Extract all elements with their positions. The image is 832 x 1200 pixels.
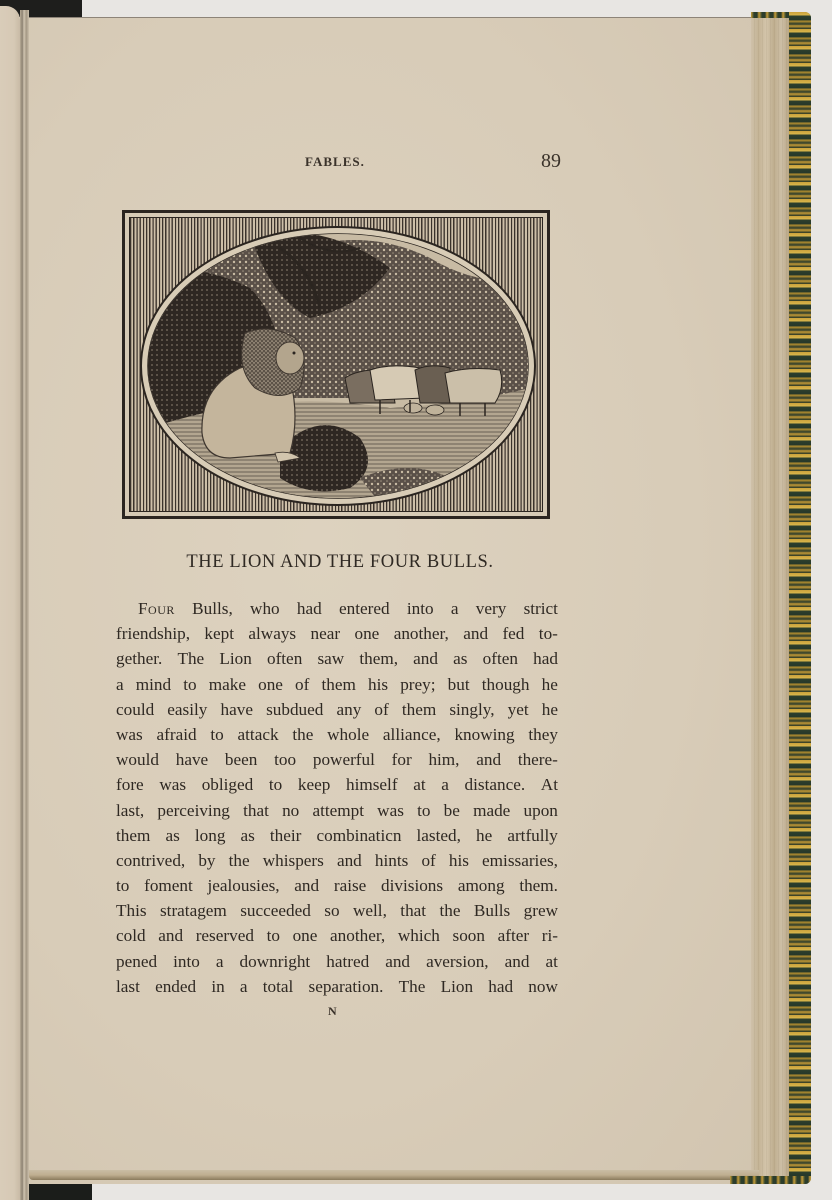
word: his <box>368 674 389 694</box>
word: a <box>239 976 248 996</box>
word: though <box>481 674 530 694</box>
cover-gilt-bottom <box>730 1176 811 1184</box>
word: have <box>175 750 209 770</box>
word: he <box>541 699 558 719</box>
word: so <box>324 901 340 921</box>
facing-page-edge <box>0 6 20 1200</box>
word: to <box>417 800 431 820</box>
word: very <box>475 599 507 618</box>
word: them <box>116 825 151 845</box>
word: as <box>240 825 255 845</box>
word: their <box>269 825 302 845</box>
word: foment <box>144 876 193 896</box>
word: at <box>545 951 558 971</box>
text-line <box>116 823 558 848</box>
signature-mark: N <box>328 1004 337 1018</box>
word: downright <box>239 951 311 971</box>
word: and <box>504 951 530 971</box>
text-line <box>116 646 558 671</box>
word: ended <box>155 976 197 996</box>
word: upon <box>523 800 558 820</box>
word: Lion <box>440 976 474 996</box>
word: another, <box>330 926 386 946</box>
word: after <box>497 926 530 946</box>
word: ri- <box>541 926 558 946</box>
word: and <box>463 624 489 644</box>
word: kept <box>204 624 234 644</box>
word: whispers <box>262 850 324 870</box>
text-line <box>116 596 558 621</box>
text-line <box>116 747 558 772</box>
book-gutter <box>20 10 29 1200</box>
word: hatred <box>326 951 370 971</box>
fore-edge-leaves <box>751 17 789 1180</box>
word: a <box>215 951 224 971</box>
word: too <box>274 750 297 770</box>
word: he <box>476 825 493 845</box>
text-line <box>116 772 558 797</box>
word: long <box>194 825 226 845</box>
word: any <box>336 699 362 719</box>
word: well, <box>352 901 387 921</box>
fable-body-text <box>116 596 558 999</box>
word: Four <box>138 599 175 618</box>
word: easily <box>167 699 208 719</box>
word: made <box>473 800 511 820</box>
word: last <box>116 976 140 996</box>
page-number: 89 <box>541 150 561 172</box>
word: who <box>250 599 280 618</box>
word: the <box>228 850 250 870</box>
word: attempt <box>312 800 364 820</box>
word: separation. <box>308 976 384 996</box>
word: him, <box>428 750 460 770</box>
word: reserved <box>195 926 254 946</box>
word: but <box>447 674 470 694</box>
word: into <box>406 599 434 618</box>
word: artfully <box>507 825 558 845</box>
word: last, <box>116 800 145 820</box>
word: had <box>296 599 322 618</box>
text-line <box>116 798 558 823</box>
word: fed <box>502 624 525 644</box>
word: and <box>336 850 362 870</box>
word: at <box>413 775 426 795</box>
word: he <box>541 674 558 694</box>
word: Bulls, <box>192 599 233 618</box>
word: emissaries, <box>482 850 558 870</box>
word: of <box>295 674 310 694</box>
word: make <box>208 674 246 694</box>
text-line <box>116 974 558 999</box>
word: contrived, <box>116 850 186 870</box>
word: and <box>476 750 502 770</box>
text-line <box>116 873 558 898</box>
word: the <box>439 901 461 921</box>
page-bottom-edge <box>29 1170 759 1180</box>
word: of <box>374 699 389 719</box>
word: cold <box>116 926 146 946</box>
word: into <box>173 951 200 971</box>
word: knowing <box>454 724 515 744</box>
word: himself <box>346 775 398 795</box>
word: Lion <box>219 649 252 669</box>
word: aversion, <box>426 951 489 971</box>
word: jealousies, <box>207 876 280 896</box>
word: was <box>116 724 143 744</box>
word: pened <box>116 951 158 971</box>
word: the <box>292 724 314 744</box>
text-line <box>116 848 558 873</box>
word: singly, <box>449 699 495 719</box>
word: distance. <box>464 775 526 795</box>
word: been <box>224 750 258 770</box>
word: divisions <box>381 876 444 896</box>
word: stratagem <box>159 901 227 921</box>
word: entered <box>339 599 390 618</box>
text-line <box>116 621 558 646</box>
word: to- <box>538 624 558 644</box>
word: to <box>268 775 283 795</box>
word: had <box>488 976 514 996</box>
word: another, <box>393 624 449 644</box>
word: of <box>421 850 436 870</box>
word: as <box>453 649 468 669</box>
word: his <box>448 850 469 870</box>
word: could <box>116 699 155 719</box>
word: total <box>262 976 294 996</box>
word: in <box>211 976 225 996</box>
word: which <box>397 926 440 946</box>
word: for <box>391 750 412 770</box>
word: to <box>266 926 280 946</box>
word: to <box>210 724 224 744</box>
engraving-hatched-border <box>129 217 543 512</box>
word: no <box>282 800 300 820</box>
text-line <box>116 949 558 974</box>
running-head <box>305 150 561 174</box>
word: fore <box>116 775 144 795</box>
word: one <box>354 624 380 644</box>
word: to <box>183 674 197 694</box>
word: and <box>294 876 320 896</box>
word: keep <box>297 775 331 795</box>
text-line <box>116 923 558 948</box>
word: mind <box>135 674 172 694</box>
word: would <box>116 750 159 770</box>
word: was <box>159 775 187 795</box>
word: friendship, <box>116 624 190 644</box>
word: always <box>248 624 297 644</box>
word: hints <box>374 850 409 870</box>
text-line <box>116 722 558 747</box>
word: subdued <box>266 699 324 719</box>
word: perceiving <box>157 800 230 820</box>
word: The <box>177 649 205 669</box>
running-head-title: FABLES. <box>305 154 365 169</box>
word: raise <box>333 876 367 896</box>
word: This <box>116 901 147 921</box>
word: prey; <box>400 674 436 694</box>
word: they <box>528 724 558 744</box>
word: saw <box>317 649 345 669</box>
word: near <box>310 624 341 644</box>
word: be <box>443 800 460 820</box>
word: afraid <box>156 724 197 744</box>
word: to <box>116 876 130 896</box>
word: Bulls <box>473 901 511 921</box>
word: grew <box>523 901 558 921</box>
text-line <box>116 697 558 722</box>
word: and <box>385 951 411 971</box>
fable-title: THE LION AND THE FOUR BULLS. <box>186 552 494 572</box>
word: obliged <box>201 775 254 795</box>
word: a <box>450 599 459 618</box>
word: At <box>540 775 558 795</box>
word: there- <box>517 750 558 770</box>
word: often <box>482 649 518 669</box>
word: them <box>401 699 437 719</box>
word: lasted, <box>416 825 461 845</box>
word: one <box>258 674 283 694</box>
word: them <box>321 674 356 694</box>
word: strict <box>523 599 558 618</box>
text-line <box>116 898 558 923</box>
word: by <box>198 850 216 870</box>
word: that <box>243 800 269 820</box>
word: that <box>400 901 427 921</box>
word: and <box>413 649 438 669</box>
word: whole <box>327 724 370 744</box>
word: and <box>158 926 184 946</box>
word: them. <box>519 876 558 896</box>
word: now <box>528 976 558 996</box>
word: one <box>292 926 318 946</box>
text-line <box>116 672 558 697</box>
word: often <box>266 649 303 669</box>
cover-gilt-edge <box>789 12 811 1184</box>
word: yet <box>507 699 529 719</box>
word: attack <box>237 724 279 744</box>
word: combinaticn <box>316 825 402 845</box>
engraving-illustration <box>122 210 550 519</box>
word: a <box>116 674 124 694</box>
engraving-scene <box>130 218 543 512</box>
word: succeeded <box>240 901 311 921</box>
word: among <box>457 876 505 896</box>
word: them, <box>359 649 399 669</box>
word: was <box>377 800 404 820</box>
word: soon <box>452 926 485 946</box>
word: had <box>533 649 558 669</box>
word: as <box>165 825 180 845</box>
word: powerful <box>312 750 375 770</box>
word: The <box>398 976 426 996</box>
word: have <box>220 699 253 719</box>
word: gether. <box>116 649 163 669</box>
word: a <box>441 775 449 795</box>
word: alliance, <box>382 724 441 744</box>
